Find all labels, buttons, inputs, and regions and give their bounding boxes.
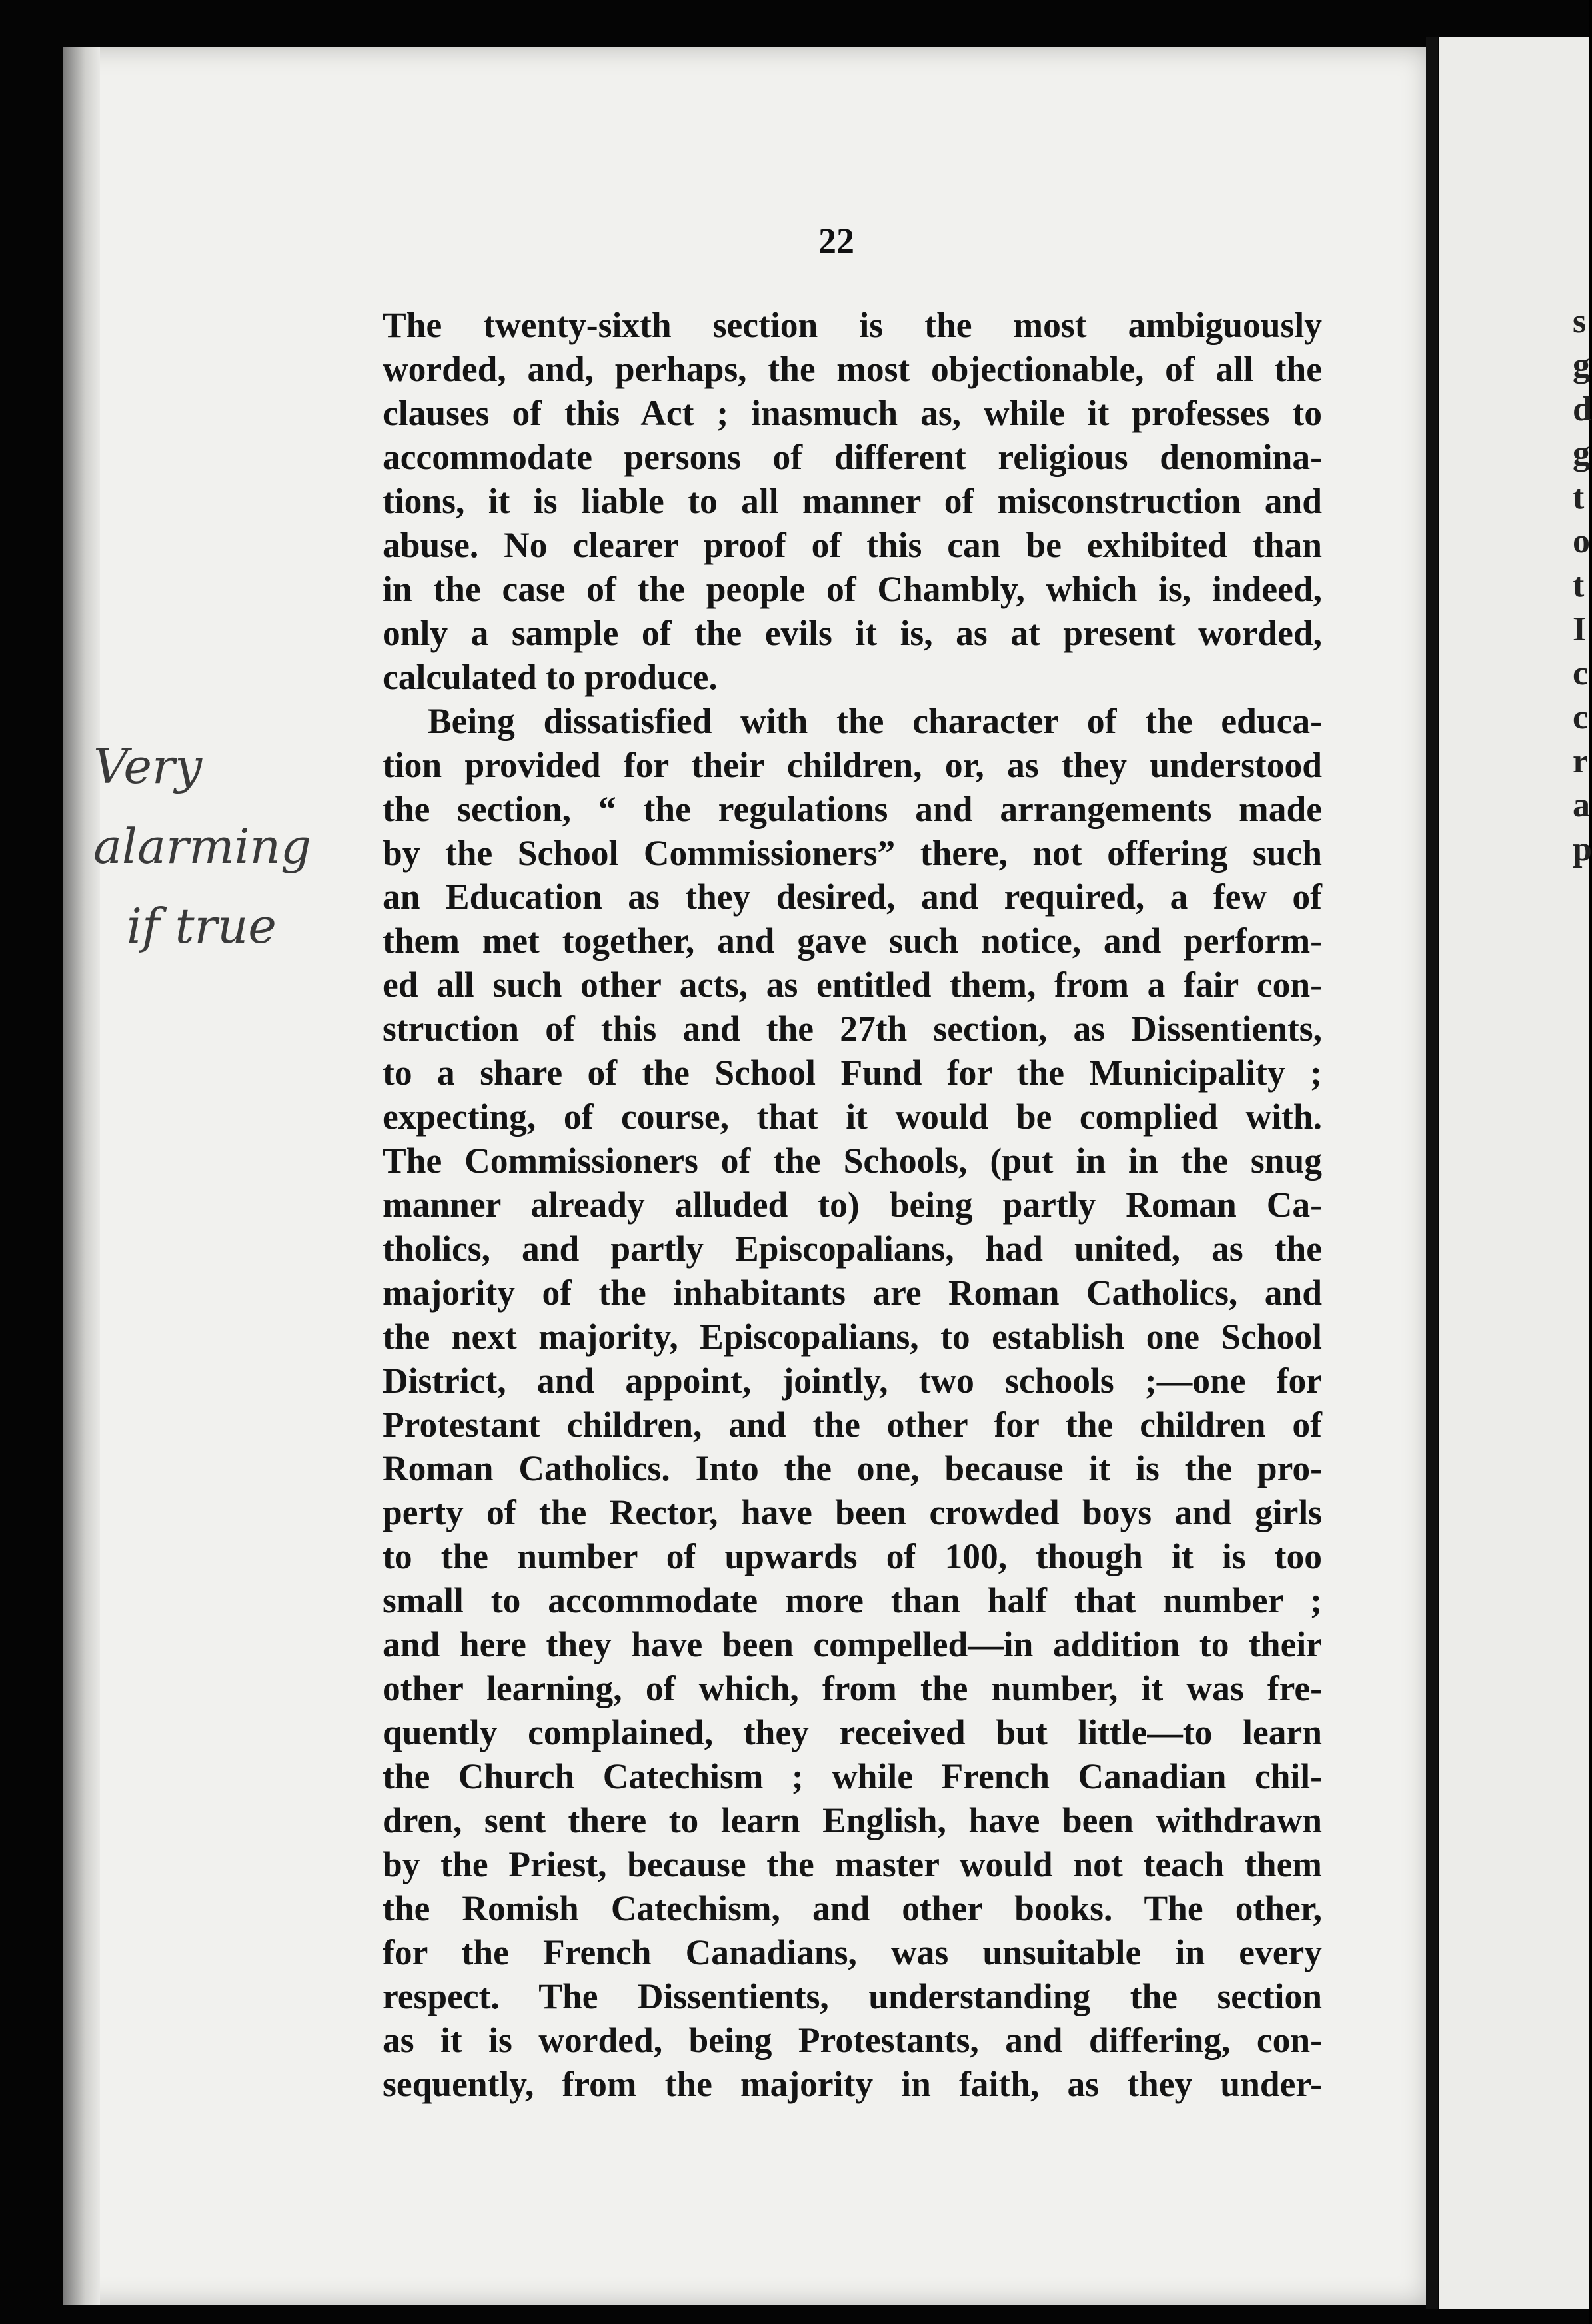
text-line: respect. The Dissentients, understanding the section [383,1976,1322,2016]
text-line: majority of the inhabitants are Roman Catholics, and [383,1273,1322,1313]
body-text [383,303,1322,2106]
text-line: by the School Commissioners” there, not offering such [383,833,1322,873]
text-line: District, and appoint, jointly, two schools ;—one for [383,1361,1322,1401]
text-line: The Commissioners of the Schools, (put in in the snug [383,1141,1322,1181]
text-line: worded, and, perhaps, the most objectionable, of all the [383,349,1322,389]
text-line: The twenty-sixth section is the most ambiguously [383,305,1322,345]
text-line: clauses of this Act ; inasmuch as, while it professes to [383,393,1322,433]
text-line: small to accommodate more than half that number ; [383,1580,1322,1620]
edge-letter: t [1573,478,1585,516]
edge-letter: g [1573,346,1590,384]
book-spine [63,47,100,2305]
text-line: sequently, from the majority in faith, as they under- [383,2064,1322,2104]
text-line: an Education as they desired, and required, a few of [383,877,1322,917]
edge-letter: I [1573,610,1587,648]
text-line: Roman Catholics. Into the one, because it is the pro- [383,1449,1322,1488]
text-line: them met together, and gave such notice, and perform- [383,921,1322,961]
page-gutter [1426,37,1438,2309]
text-line: the section, “ the regulations and arrangements made [383,789,1322,829]
facing-page-edge-text [1573,300,1592,872]
text-line: expecting, of course, that it would be complied with. [383,1097,1322,1137]
text-line: in the case of the people of Chambly, which is, indeed, [383,569,1322,609]
edge-letter: c [1573,698,1589,736]
text-line: for the French Canadians, was unsuitable in every [383,1932,1322,1972]
text-line: calculated to produce. [383,657,718,697]
text-line: the next majority, Episcopalians, to establish one School [383,1317,1322,1357]
text-line: and here they have been compelled—in addition to their [383,1624,1322,1664]
text-line: quently complained, they received but little—to learn [383,1712,1322,1752]
text-line: to a share of the School Fund for the Municipality ; [383,1053,1322,1093]
marginalia-line: if true [127,898,277,954]
edge-letter: o [1573,522,1590,560]
text-line: to the number of upwards of 100, though it is too [383,1536,1322,1576]
text-line: the Church Catechism ; while French Canadian chil- [383,1756,1322,1796]
facing-page [1439,37,1592,2309]
text-line: struction of this and the 27th section, as Dissentients, [383,1009,1322,1049]
edge-letter: d [1573,390,1592,428]
text-line: the Romish Catechism, and other books. The other, [383,1888,1322,1928]
text-line: tholics, and partly Episcopalians, had united, as the [383,1229,1322,1269]
text-line: ed all such other acts, as entitled them, from a fair con- [383,965,1322,1005]
edge-letter: g [1573,434,1590,472]
handwritten-marginalia [93,726,387,966]
text-line: perty of the Rector, have been crowded boys and girls [383,1492,1322,1532]
text-line: tion provided for their children, or, as they understood [383,745,1322,785]
text-line: Protestant children, and the other for the children of [383,1405,1322,1445]
edge-letter: r [1573,742,1589,780]
edge-letter: p [1573,830,1592,868]
text-line: manner already alluded to) being partly Roman Ca- [383,1185,1322,1225]
text-line: other learning, of which, from the number, it was fre- [383,1668,1322,1708]
page-number: 22 [818,221,854,261]
text-line: Being dissatisfied with the character of the educa- [428,701,1322,741]
text-line: accommodate persons of different religious denomina- [383,437,1322,477]
text-line: tions, it is liable to all manner of misconstruction and [383,481,1322,521]
text-line: abuse. No clearer proof of this can be exhibited than [383,525,1322,565]
edge-letter: s [1573,302,1587,340]
marginalia-line: Very alarming [93,738,312,874]
text-line: only a sample of the evils it is, as at present worded, [383,613,1322,653]
text-line: as it is worded, being Protestants, and differing, con- [383,2020,1322,2060]
text-line: by the Priest, because the master would not teach them [383,1844,1322,1884]
edge-letter: t [1573,566,1585,604]
edge-letter: c [1573,654,1589,692]
edge-letter: a [1573,786,1590,824]
text-line: dren, sent there to learn English, have been withdrawn [383,1800,1322,1840]
